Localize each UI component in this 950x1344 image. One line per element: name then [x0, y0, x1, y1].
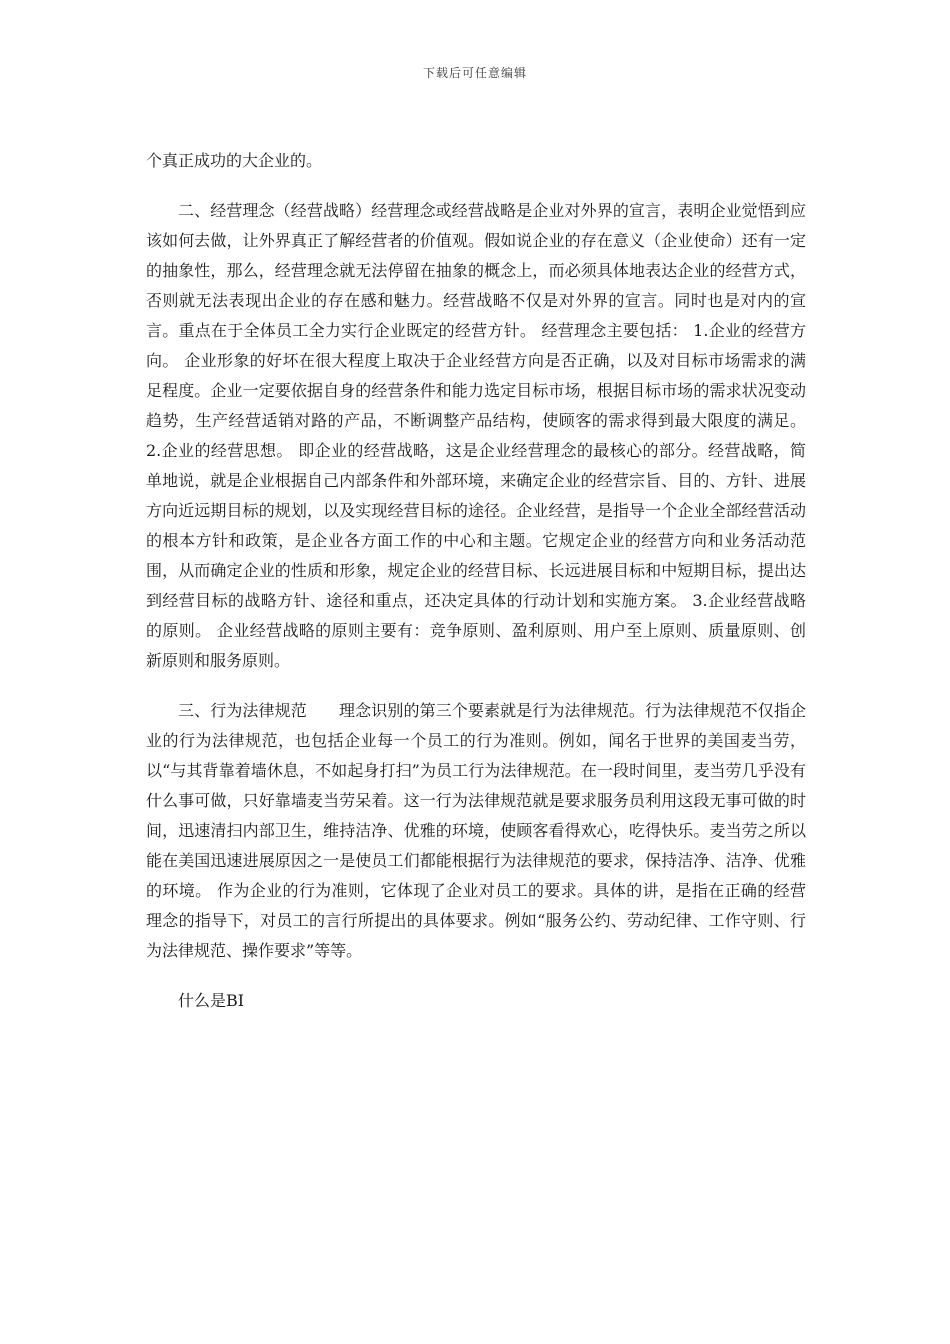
- paragraph-business-philosophy: 二、经营理念（经营战略）经营理念或经营战略是企业对外界的宣言，表明企业觉悟到应该如何去做，让外界真正了解经营者的价值观。假如说企业的存在意义（企业使命）还有一定的抽象性，那么，经营理念就无法停留在抽象的概念上，而必须具体地表达企业的经营方式，否则就无法表现出企业的存在感和魅力。经营战略不仅是对外界的宣言。同时也是对内的宣言。重点在于全体员工全力实行企业既定的经营方针。 经营理念主要包括： 1.企业的经营方向。 企业形象的好坏在很大程度上取决于企业经营方向是否正确，以及对目标市场需求的满足程度。企业一定要依据自身的经营条件和能力选定目标市场，根据目标市场的需求状况变动趋势，生产经营适销对路的产品，不断调整产品结构，使顾客的需求得到最大限度的满足。 2.企业的经营思想。 即企业的经营战略，这是企业经营理念的最核心的部分。经营战略，简单地说，就是企业根据自己内部条件和外部环境，来确定企业的经营宗旨、目的、方针、进展方向近远期目标的规划，以及实现经营目标的途径。企业经营，是指导一个企业全部经营活动的根本方针和政策，是企业各方面工作的中心和主题。它规定企业的经营方向和业务活动范围，从而确定企业的性质和形象，规定企业的经营目标、长远进展目标和中短期目标，提出达到经营目标的战略方针、途径和重点，还决定具体的行动计划和实施方案。 3.企业经营战略的原则。 企业经营战略的原则主要有：竞争原则、盈利原则、用户至上原则、质量原则、创新原则和服务原则。: [146, 201, 806, 670]
- page-header: 下载后可任意编辑: [422, 66, 527, 80]
- document-body: [146, 146, 806, 1016]
- paragraph-continuation: 个真正成功的大企业的。: [146, 151, 323, 170]
- paragraph-behavior-norms: 三、行为法律规范 理念识别的第三个要素就是行为法律规范。行为法律规范不仅指企业的行为法律规范，也包括企业每一个员工的行为准则。例如，闻名于世界的美国麦当劳，以“与其背靠着墙休息，不如起身打扫”为员工行为法律规范。在一段时间里，麦当劳几乎没有什么事可做，只好靠墙麦当劳呆着。这一行为法律规范就是要求服务员利用这段无事可做的时间，迅速清扫内部卫生，维持洁净、优雅的环境，使顾客看得欢心，吃得快乐。麦当劳之所以能在美国迅速进展原因之一是使员工们都能根据行为法律规范的要求，保持洁净、洁净、优雅的环境。 作为企业的行为准则，它体现了企业对员工的要求。具体的讲，是指在正确的经营理念的指导下，对员工的言行所提出的具体要求。例如“服务公约、劳动纪律、工作守则、行为法律规范、操作要求”等等。: [146, 701, 806, 960]
- section-heading-bi: 什么是BI: [178, 991, 245, 1010]
